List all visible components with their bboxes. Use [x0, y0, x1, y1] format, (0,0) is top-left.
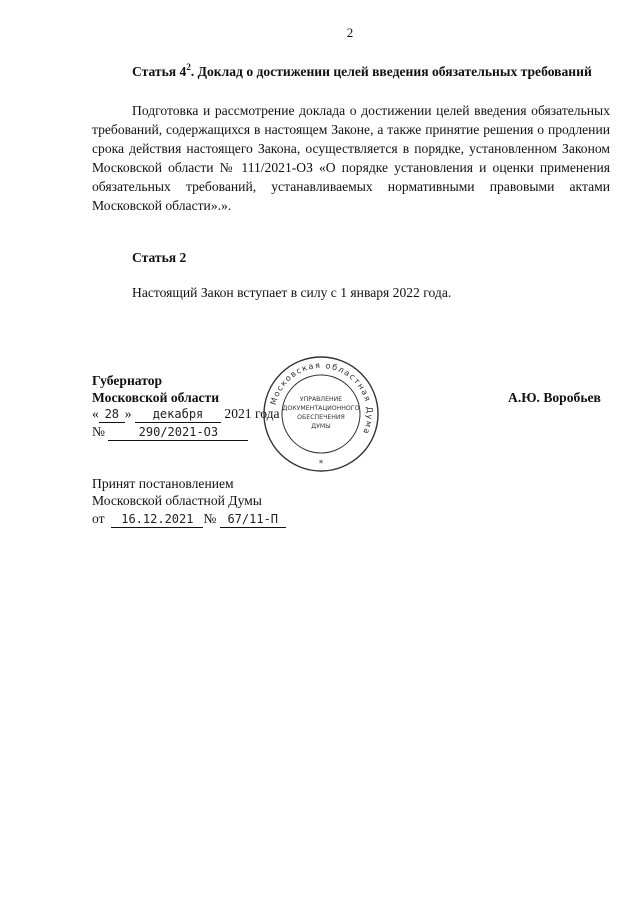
governor-region: Московской области: [92, 390, 220, 405]
article-4-2-paragraph: Подготовка и рассмотрение доклада о достижении целей введения обязательных требований, содержащихся в настоящем Законе, а также принятие решения о продлении срока действия настоящего Закона, осуществляется в порядке, установленном Законом Московской области № 111/2021-ОЗ «О порядке установления и оценки применения обязательных требований, устанавливаемых нормативными правовыми актами Московской области».».: [92, 103, 610, 213]
seal-center-line1: УПРАВЛЕНИЕ: [299, 396, 343, 403]
article-superscript: 2: [186, 62, 191, 72]
seal-ring-text: Московская областная Дума: [267, 359, 376, 437]
date-close-quote: »: [124, 406, 132, 421]
signing-date: [92, 405, 280, 423]
article-2-paragraph: Настоящий Закон вступает в силу с 1 января 2022 года.: [132, 285, 452, 300]
seal-star: *: [318, 459, 324, 469]
seal-center-line4: ДУМЫ: [311, 423, 331, 430]
adoption-reference: [92, 510, 286, 528]
seal-center-line2: ДОКУМЕНТАЦИОННОГО: [282, 405, 360, 412]
official-seal: [262, 355, 380, 473]
date-year: 2021 года: [224, 406, 280, 421]
governor-title: Губернатор: [92, 373, 163, 388]
adoption-line1: Принят постановлением: [92, 476, 234, 491]
adoption-line2: Московской областной Думы: [92, 493, 262, 508]
adoption-number-sign: №: [203, 511, 217, 526]
law-number: 290/2021-ОЗ: [108, 425, 248, 441]
law-number-sign: №: [92, 424, 105, 439]
date-day: 28: [99, 407, 125, 423]
law-number-line: [92, 423, 248, 441]
adoption-date: 16.12.2021: [111, 512, 203, 528]
date-open-quote: «: [92, 406, 99, 421]
article-2-heading: Статья 2: [132, 250, 187, 265]
adoption-from-label: от: [92, 511, 105, 526]
signer-name: А.Ю. Воробьев: [508, 390, 601, 405]
article-4-2-title: . Доклад о достижении целей введения обязательных требований: [190, 64, 592, 79]
date-month: декабря: [135, 407, 221, 423]
article-4-2-heading: [92, 58, 610, 81]
seal-center-line3: ОБЕСПЕЧЕНИЯ: [297, 414, 345, 421]
page-number: 2: [346, 25, 354, 40]
adoption-number: 67/11-П: [220, 512, 286, 528]
article-4-2-label: Статья $4^2$: [132, 62, 191, 79]
